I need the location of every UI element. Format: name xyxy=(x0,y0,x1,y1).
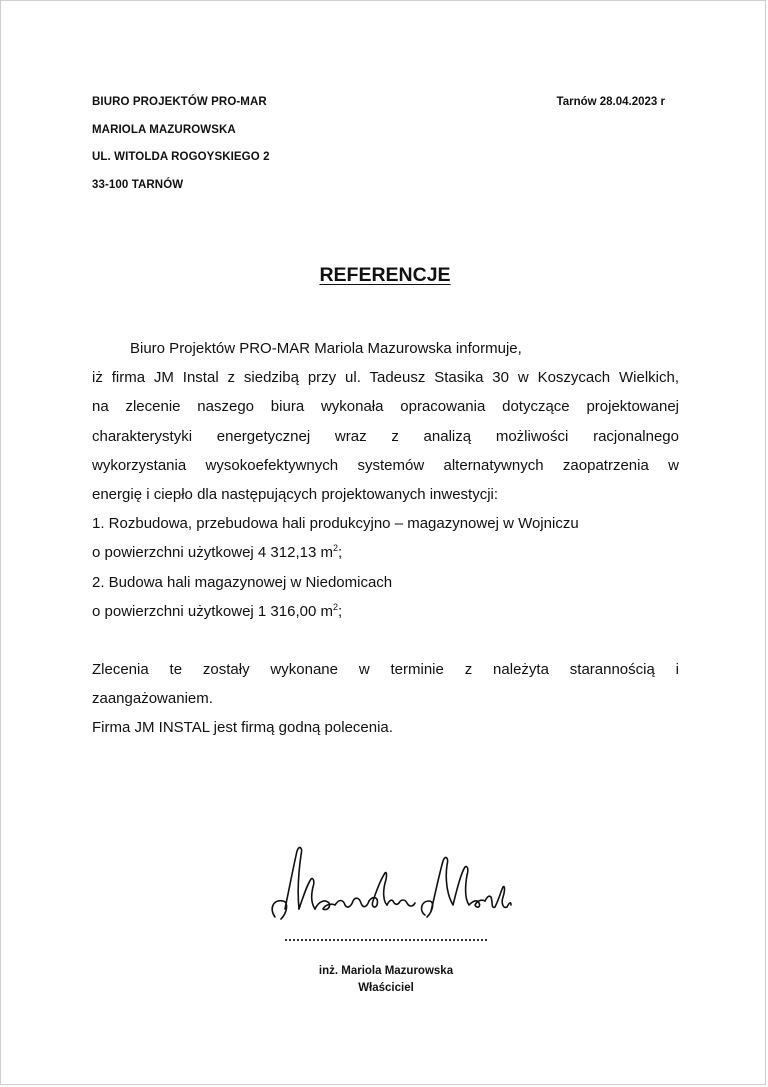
sender-owner: MARIOLA MAZUROWSKA xyxy=(92,123,236,136)
area-text: o powierzchni użytkowej 4 312,13 m xyxy=(92,544,333,562)
signer-block xyxy=(271,963,501,997)
body-line: iż firma JM Instal z siedzibą przy ul. Tadeusz Stasika 30 w Koszycach Wielkich, xyxy=(92,369,679,387)
signer-name: inż. Mariola Mazurowska xyxy=(318,965,454,977)
body-line: wykorzystania wysokoefektywnych systemów alternatywnych zaopatrzenia w xyxy=(92,456,679,474)
body-line: Firma JM INSTAL jest firmą godną polecenia. xyxy=(92,719,393,737)
list-item-1-area xyxy=(92,538,679,567)
sender-city: 33-100 TARNÓW xyxy=(92,178,184,191)
area-terminator: ; xyxy=(337,544,343,562)
letter-body xyxy=(92,334,679,743)
body-line: na zlecenie naszego biura wykonała opracowania dotyczące projektowanej xyxy=(92,398,679,416)
sender-address xyxy=(92,93,270,203)
document-title xyxy=(1,264,768,287)
signer-role: Właściciel xyxy=(358,982,414,994)
body-line: energię i ciepło dla następujących projektowanych inwestycji: xyxy=(92,486,499,504)
list-item-2: 2. Budowa hali magazynowej w Niedomicach xyxy=(92,573,393,591)
body-line: Biuro Projektów PRO-MAR Mariola Mazurowska informuje, xyxy=(130,340,522,357)
sender-company: BIURO PROJEKTÓW PRO-MAR xyxy=(92,96,267,108)
list-item-2-area xyxy=(92,597,679,626)
place-date: Tarnów 28.04.2023 r xyxy=(556,96,665,108)
area-unit-superscript: 2 xyxy=(332,543,338,554)
body-line: zaangażowaniem. xyxy=(92,690,213,708)
sender-street: UL. WITOLDA ROGOYSKIEGO 2 xyxy=(92,151,270,163)
document-title-text: REFERENCJE xyxy=(319,264,451,286)
paragraph-gap xyxy=(92,626,679,655)
signature-line xyxy=(285,939,487,941)
body-line: Zlecenia te zostały wykonane w terminie z należyta starannością i xyxy=(92,661,679,679)
list-item-1: 1. Rozbudowa, przebudowa hali produkcyjno – magazynowej w Wojniczu xyxy=(92,515,579,533)
area-terminator: ; xyxy=(337,602,343,620)
area-unit-superscript: 2 xyxy=(332,601,338,612)
body-line: charakterystyki energetycznej wraz z analizą możliwości racjonalnego xyxy=(92,427,679,445)
area-text: o powierzchni użytkowej 1 316,00 m xyxy=(92,602,333,620)
handwritten-signature xyxy=(263,839,513,929)
